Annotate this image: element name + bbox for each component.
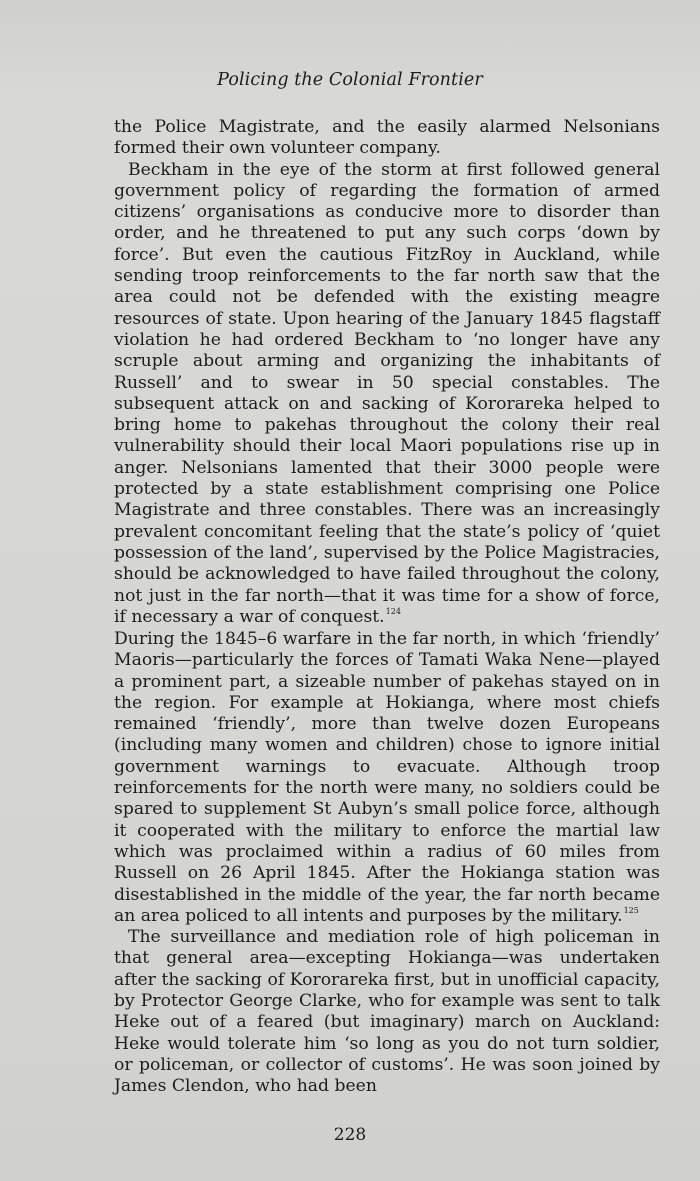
paragraph-section-start	[114, 629, 660, 927]
paragraph-text: Beckham in the eye of the storm at first followed general government policy of regarding the formation of armed citizens’ organisations as conducive more to disorder than order, and he threatened to put any such corps ‘down by force’. But even the cautious FitzRoy in Auckland, while sending troop reinforcements to the far north saw that the area could not be defended with the existing meagre resources of state. Upon hearing of the January 1845 flagstaff violation he had ordered Beckham to ‘no longer have any scruple about arming and organizing the inhabitants of Russell’ and to swear in 50 special constables. The subsequent attack on and sacking of Kororareka helped to bring home to pakehas throughout the colony their real vulnerability should their local Maori populations rise up in anger. Nelsonians lamented that their 3000 people were protected by a state establishment comprising one Police Magistrate and three constables. There was an increasingly prevalent concomitant feeling that the state’s policy of ‘quiet possession of the land’, supervised by the Police Magistracies, should be acknowledged to have failed throughout the colony, not just in the far north—that it was time for a show of force, if necessary a war of conquest.	[114, 159, 660, 627]
paragraph-continued	[114, 117, 660, 160]
paragraph-text: the Police Magistrate, and the easily alarmed Nelsonians formed their own volunteer company.	[114, 117, 660, 159]
footnote-marker[interactable]: 124	[385, 606, 401, 616]
paragraph-text: The surveillance and mediation role of high policeman in that general area—excepting Hokianga—was undertaken after the sacking of Kororareka first, but in unofficial capacity, by Protector George Clarke, who for example was sent to talk Heke out of a feared (but imaginary) march on Auckland: Heke would tolerate him ‘so long as you do not turn soldier, or policeman, or collector of customs’. He was soon joined by James Clendon, who had been	[114, 927, 660, 1097]
footnote-marker[interactable]: 125	[623, 905, 639, 915]
paragraph	[114, 160, 660, 629]
running-head: Policing the Colonial Frontier	[217, 70, 483, 90]
text-section-2	[114, 629, 660, 1098]
paragraph	[114, 927, 660, 1097]
text-section-1	[114, 117, 660, 628]
paragraph-text: During the 1845–6 warfare in the far north, in which ‘friendly’ Maoris—particularly the forces of Tamati Waka Nene—played a prominent part, a sizeable number of pakehas stayed on in the region. For example at Hokianga, where most chiefs remained ‘friendly’, more than twelve dozen Europeans (including many women and children) chose to ignore initial government warnings to evacuate. Although troop reinforcements for the north were many, no soldiers could be spared to supplement St Aubyn’s small police force, although it cooperated with the military to enforce the martial law which was proclaimed within a radius of 60 miles from Russell on 26 April 1845. After the Hokianga station was disestablished in the middle of the year, the far north became an area policed to all intents and purposes by the military.	[114, 629, 660, 926]
page-number: 228	[333, 1125, 367, 1145]
